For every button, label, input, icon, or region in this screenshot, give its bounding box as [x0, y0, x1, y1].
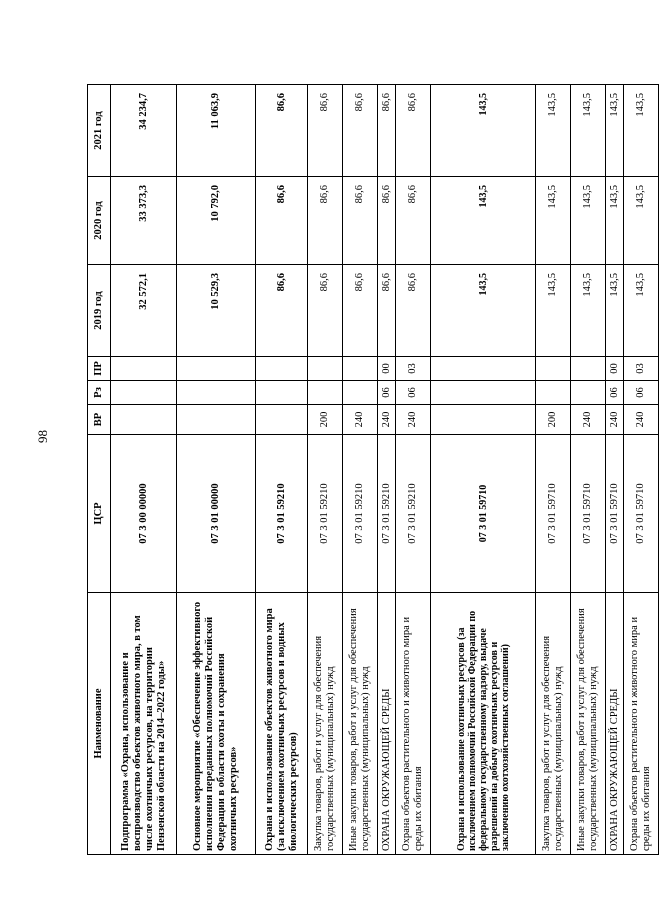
cell-rz: [308, 381, 343, 405]
cell-csr: 07 3 01 59710: [536, 435, 571, 593]
cell-pr: [308, 357, 343, 381]
page-number: 98: [35, 430, 50, 443]
cell-2021: 34 234,7: [111, 85, 177, 177]
cell-vr: [111, 405, 177, 435]
header-2021: 2021 год: [88, 85, 111, 177]
table-row: [396, 85, 431, 855]
cell-2019: 32 572,1: [111, 265, 177, 357]
cell-name: Охрана объектов растительного и животного мира и среды их обитания: [396, 593, 431, 855]
cell-name: Иные закупки товаров, работ и услуг для обеспечения государственных (муниципальных) нужд: [343, 593, 378, 855]
cell-2020: 143,5: [606, 177, 624, 265]
header-vr: ВР: [88, 405, 111, 435]
cell-vr: [177, 405, 256, 435]
budget-table: [87, 84, 659, 855]
table-row: [571, 85, 606, 855]
header-pr: ПР: [88, 357, 111, 381]
cell-csr: 07 3 00 00000: [111, 435, 177, 593]
table-row: [343, 85, 378, 855]
cell-csr: 07 3 01 59710: [571, 435, 606, 593]
table-row: [431, 85, 536, 855]
cell-2019: 143,5: [624, 265, 659, 357]
cell-2021: 143,5: [536, 85, 571, 177]
cell-vr: 200: [536, 405, 571, 435]
cell-vr: 200: [308, 405, 343, 435]
cell-2021: 86,6: [256, 85, 308, 177]
cell-vr: [431, 405, 536, 435]
cell-rz: [177, 381, 256, 405]
cell-name: Закупка товаров, работ и услуг для обеспечения государственных (муниципальных) нужд: [536, 593, 571, 855]
table-row: [536, 85, 571, 855]
header-rz: Рз: [88, 381, 111, 405]
cell-pr: [177, 357, 256, 381]
cell-vr: [256, 405, 308, 435]
cell-vr: 240: [396, 405, 431, 435]
cell-2019: 143,5: [536, 265, 571, 357]
cell-csr: 07 3 01 59210: [256, 435, 308, 593]
cell-csr: 07 3 01 59210: [396, 435, 431, 593]
cell-2019: 143,5: [431, 265, 536, 357]
cell-name: Охрана и использование объектов животного мира (за исключением охотничьих ресурсов и водных биологических ресурсов): [256, 593, 308, 855]
table-row: [378, 85, 396, 855]
cell-2020: 143,5: [571, 177, 606, 265]
cell-name: Основное мероприятие «Обеспечение эффективного исполнения переданных полномочий Российской Федерации в области охоты и сохранения охотничьих ресурсов»: [177, 593, 256, 855]
cell-pr: 03: [396, 357, 431, 381]
table-row: [624, 85, 659, 855]
cell-name: Иные закупки товаров, работ и услуг для обеспечения государственных (муниципальных) нужд: [571, 593, 606, 855]
table-row: [177, 85, 256, 855]
cell-2021: 143,5: [431, 85, 536, 177]
rotated-table-container: [87, 85, 652, 855]
cell-2019: 10 529,3: [177, 265, 256, 357]
cell-pr: 00: [606, 357, 624, 381]
cell-csr: 07 3 01 59210: [343, 435, 378, 593]
cell-vr: 240: [606, 405, 624, 435]
cell-2020: 10 792,0: [177, 177, 256, 265]
cell-2019: 86,6: [396, 265, 431, 357]
table-row: [111, 85, 177, 855]
table-body: [111, 85, 659, 855]
cell-csr: 07 3 01 59210: [378, 435, 396, 593]
header-2020: 2020 год: [88, 177, 111, 265]
cell-2021: 86,6: [308, 85, 343, 177]
cell-2020: 86,6: [378, 177, 396, 265]
cell-csr: 07 3 01 59710: [606, 435, 624, 593]
cell-2019: 143,5: [571, 265, 606, 357]
cell-name: Охрана и использование охотничьих ресурсов (за исключением полномочий Российской Федерации по федеральному государственному надзору, выдаче разрешений на добычу охотничьих ресурсов и заключению охотхозяйственных соглашений): [431, 593, 536, 855]
cell-name: ОХРАНА ОКРУЖАЮЩЕЙ СРЕДЫ: [606, 593, 624, 855]
cell-csr: 07 3 01 59210: [308, 435, 343, 593]
cell-vr: 240: [343, 405, 378, 435]
cell-rz: 06: [396, 381, 431, 405]
cell-2019: 86,6: [378, 265, 396, 357]
cell-2019: 86,6: [308, 265, 343, 357]
cell-2020: 86,6: [256, 177, 308, 265]
cell-pr: [111, 357, 177, 381]
cell-pr: [431, 357, 536, 381]
header-csr: ЦСР: [88, 435, 111, 593]
cell-2021: 143,5: [624, 85, 659, 177]
cell-2021: 143,5: [571, 85, 606, 177]
cell-rz: [536, 381, 571, 405]
cell-2019: 86,6: [256, 265, 308, 357]
cell-2020: 86,6: [396, 177, 431, 265]
cell-2020: 33 373,3: [111, 177, 177, 265]
cell-2019: 86,6: [343, 265, 378, 357]
cell-rz: 06: [378, 381, 396, 405]
cell-name: Закупка товаров, работ и услуг для обеспечения государственных (муниципальных) нужд: [308, 593, 343, 855]
header-2019: 2019 год: [88, 265, 111, 357]
cell-2021: 143,5: [606, 85, 624, 177]
cell-rz: 06: [624, 381, 659, 405]
cell-2021: 86,6: [378, 85, 396, 177]
cell-rz: [571, 381, 606, 405]
cell-2020: 143,5: [624, 177, 659, 265]
cell-2021: 86,6: [343, 85, 378, 177]
cell-name: ОХРАНА ОКРУЖАЮЩЕЙ СРЕДЫ: [378, 593, 396, 855]
cell-rz: [111, 381, 177, 405]
cell-csr: 07 3 01 00000: [177, 435, 256, 593]
table-row: [308, 85, 343, 855]
cell-csr: 07 3 01 59710: [431, 435, 536, 593]
cell-2020: 86,6: [308, 177, 343, 265]
table-row: [606, 85, 624, 855]
cell-pr: [536, 357, 571, 381]
header-row: [88, 85, 111, 855]
cell-rz: [343, 381, 378, 405]
table-row: [256, 85, 308, 855]
cell-2020: 143,5: [431, 177, 536, 265]
header-name: Наименование: [88, 593, 111, 855]
cell-pr: [571, 357, 606, 381]
cell-2019: 143,5: [606, 265, 624, 357]
cell-name: Подпрограмма «Охрана, использование и воспроизводство объектов животного мира, в том числе охотничьих ресурсов, на территории Пензенской области на 2014–2022 годы»: [111, 593, 177, 855]
cell-rz: [256, 381, 308, 405]
cell-rz: 06: [606, 381, 624, 405]
cell-pr: [256, 357, 308, 381]
cell-2020: 143,5: [536, 177, 571, 265]
cell-vr: 240: [378, 405, 396, 435]
cell-2021: 86,6: [396, 85, 431, 177]
cell-2021: 11 063,9: [177, 85, 256, 177]
cell-csr: 07 3 01 59710: [624, 435, 659, 593]
cell-rz: [431, 381, 536, 405]
cell-vr: 240: [571, 405, 606, 435]
cell-vr: 240: [624, 405, 659, 435]
cell-2020: 86,6: [343, 177, 378, 265]
cell-pr: 00: [378, 357, 396, 381]
cell-name: Охрана объектов растительного и животного мира и среды их обитания: [624, 593, 659, 855]
cell-pr: 03: [624, 357, 659, 381]
cell-pr: [343, 357, 378, 381]
